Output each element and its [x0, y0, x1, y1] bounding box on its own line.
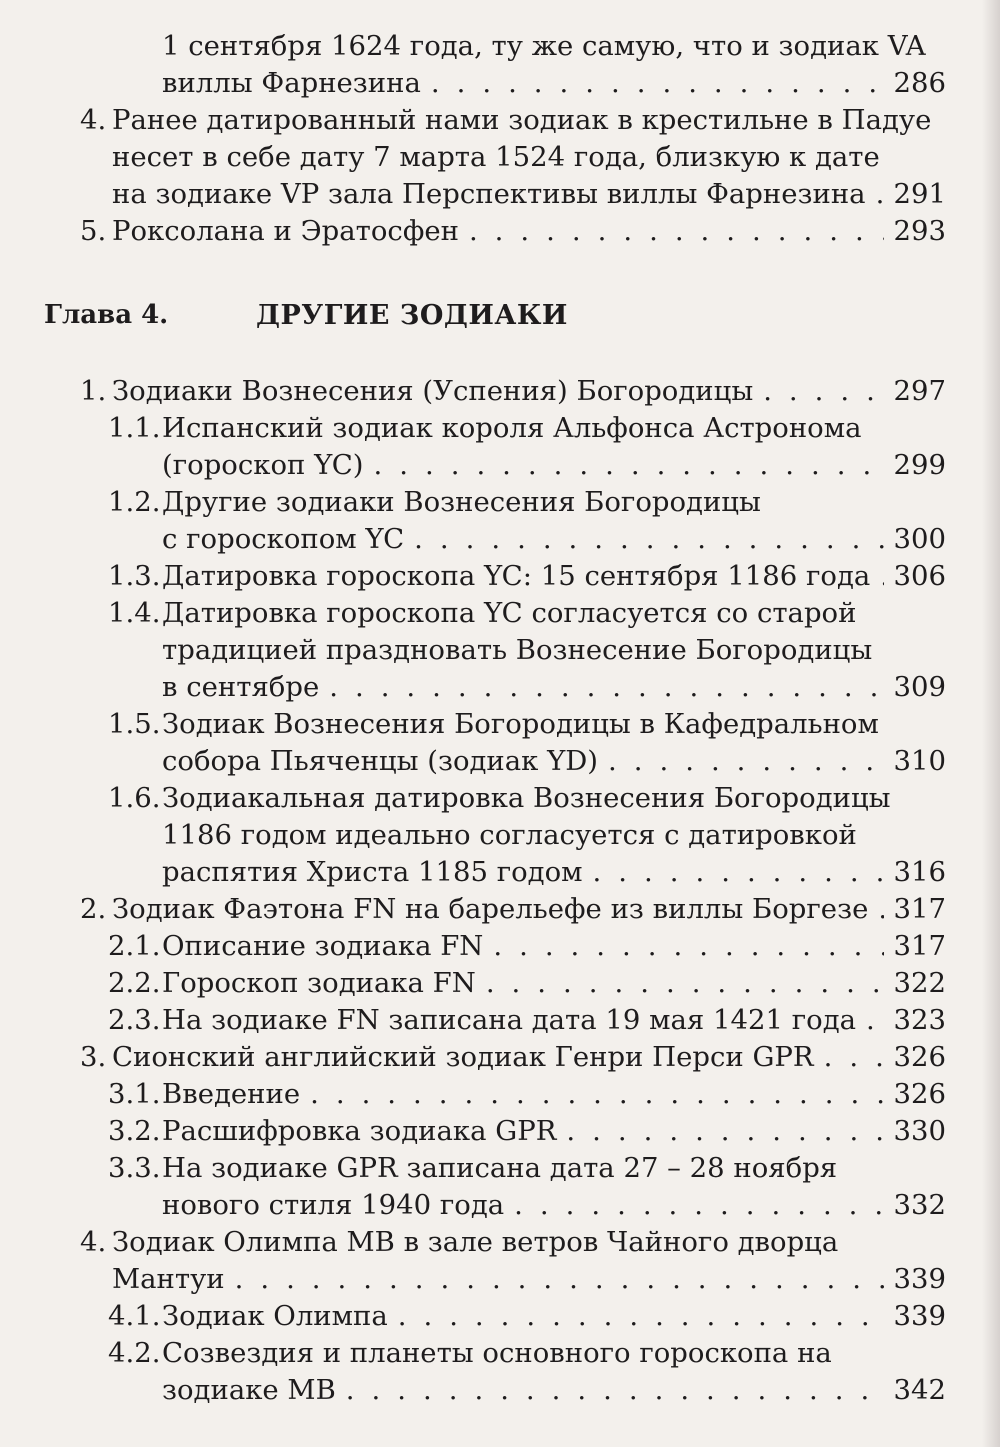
toc-number: 5. [80, 215, 107, 247]
toc-entry-text: Введение [162, 1078, 301, 1110]
leader-dots [608, 743, 884, 780]
toc-entry-s3-1 [162, 1076, 946, 1113]
toc-entry-text: Датировка гороскопа YC согласуется со старой [162, 597, 857, 629]
page-number: 332 [893, 1189, 946, 1221]
leader-dots [514, 1187, 884, 1224]
page-number: 297 [893, 375, 946, 407]
toc-entry-text: На зодиаке GPR записана дата 27 – 28 ноября [162, 1152, 838, 1184]
leader-dots [431, 65, 884, 102]
toc-entry-text: Зодиакальная датировка Вознесения Богородицы [162, 782, 891, 814]
toc-entry-s1-5 [162, 743, 946, 780]
toc-entry-text: (гороскоп YC) [162, 449, 364, 481]
page-number: 322 [893, 967, 946, 999]
toc-number: 3. [80, 1041, 107, 1073]
toc-number: 2.2. [108, 967, 161, 999]
page-number: 293 [893, 215, 946, 247]
page-number: 300 [893, 523, 946, 555]
toc-number: 1.3. [108, 560, 161, 592]
toc-entry-text: Зодиак Вознесения Богородицы в Кафедральном [162, 708, 879, 740]
page-number: 317 [893, 930, 946, 962]
toc-entry-s2-2 [162, 965, 946, 1002]
page-number: 339 [893, 1263, 946, 1295]
leader-dots [866, 1002, 884, 1039]
toc-number: 1.6. [108, 782, 161, 814]
toc-entry-text: на зодиаке VP зала Перспективы виллы Фарнезина [112, 178, 866, 210]
leader-dots [486, 965, 884, 1002]
page-number: 326 [893, 1041, 946, 1073]
toc-entry-text: Ранее датированный нами зодиак в крестильне в Падуе [112, 104, 932, 136]
toc-number: 1.1. [108, 412, 161, 444]
leader-dots [824, 1039, 884, 1076]
toc-entry-s1-2 [162, 521, 946, 558]
page-number: 309 [893, 671, 946, 703]
page-number: 286 [893, 67, 946, 99]
toc-number: 3.2. [108, 1115, 161, 1147]
toc-entry-s3 [112, 1039, 946, 1076]
toc-entry-s4-2 [162, 1372, 946, 1409]
toc-number: 4.2. [108, 1337, 161, 1369]
toc-entry-text: зодиаке MB [162, 1374, 336, 1406]
toc-number: 1. [80, 375, 107, 407]
page-number: 326 [893, 1078, 946, 1110]
toc-entry-text: Гороскоп зодиака FN [162, 967, 476, 999]
page-number: 330 [893, 1115, 946, 1147]
leader-dots [493, 928, 884, 965]
toc-entry-s3-2 [162, 1113, 946, 1150]
toc-entry-s1-6 [162, 854, 946, 891]
toc-entry-text: Мантуи [112, 1263, 225, 1295]
toc-number: 2. [80, 893, 107, 925]
toc-entry-text: Зодиак Фаэтона FN на барельефе из виллы Боргезе [112, 893, 869, 925]
toc-entry-s1 [112, 373, 946, 410]
page-number: 310 [893, 745, 946, 777]
page-number: 299 [893, 449, 946, 481]
page-number: 316 [893, 856, 946, 888]
chapter-label: Глава 4. [44, 300, 169, 330]
toc-entry-text: Роксолана и Эратосфен [112, 215, 459, 247]
page-number: 291 [893, 178, 946, 210]
leader-dots [235, 1261, 884, 1298]
toc-entry-text: традицией праздновать Вознесение Богородицы [162, 634, 873, 666]
leader-dots [398, 1298, 884, 1335]
toc-entry-s3-3 [162, 1187, 946, 1224]
leader-dots [374, 447, 884, 484]
toc-entry-text: Расшифровка зодиака GPR [162, 1115, 557, 1147]
page-number: 323 [893, 1004, 946, 1036]
leader-dots [346, 1372, 884, 1409]
toc-entry-s2-1 [162, 928, 946, 965]
toc-entry-text: Датировка гороскопа YC: 15 сентября 1186 года [162, 560, 871, 592]
leader-dots [329, 669, 884, 706]
toc-entry-text: распятия Христа 1185 годом [162, 856, 583, 888]
toc-entry-text: несет в себе дату 7 марта 1524 года, близкую к дате [112, 141, 880, 173]
leader-dots [876, 176, 884, 213]
toc-entry-text: Другие зодиаки Вознесения Богородицы [162, 486, 761, 518]
toc-number: 2.3. [108, 1004, 161, 1036]
toc-entry-text: Зодиаки Вознесения (Успения) Богородицы [112, 375, 754, 407]
page-number: 306 [893, 560, 946, 592]
toc-number: 1.5. [108, 708, 161, 740]
toc-entry-s1-3 [162, 558, 946, 595]
toc-entry-text: собора Пьяченцы (зодиак YD) [162, 745, 599, 777]
toc-entry-text: Зодиак Олимпа MB в зале ветров Чайного дворца [112, 1226, 839, 1258]
toc-number: 4. [80, 1226, 107, 1258]
toc-entry-item4-last-line [112, 176, 946, 213]
toc-entry-text: Описание зодиака FN [162, 930, 484, 962]
page-number: 339 [893, 1300, 946, 1332]
leader-dots [878, 891, 884, 928]
toc-entry-text: в сентябре [162, 671, 320, 703]
toc-number: 3.3. [108, 1152, 161, 1184]
toc-entry-text: Испанский зодиак короля Альфонса Астронома [162, 412, 862, 444]
toc-number: 4. [80, 104, 107, 136]
leader-dots [566, 1113, 884, 1150]
toc-entry-item5 [112, 213, 946, 250]
toc-entry-s1-4 [162, 669, 946, 706]
toc-entry-carryover-last-line [162, 65, 946, 102]
toc-entry-s1-1 [162, 447, 946, 484]
page-edge-shadow [982, 0, 1000, 1447]
toc-entry-text: Зодиак Олимпа [162, 1300, 388, 1332]
toc-entry-text: с гороскопом YC [162, 523, 405, 555]
leader-dots [414, 521, 884, 558]
toc-entry-carryover [162, 28, 946, 65]
toc-entry-text: 1 сентября 1624 года, ту же самую, что и зодиак VA [162, 30, 926, 62]
toc-entry-text: 1186 годом идеально согласуется с датировкой [162, 819, 857, 851]
toc-entry-s4 [112, 1261, 946, 1298]
leader-dots [763, 373, 884, 410]
toc-entry-text: Созвездия и планеты основного гороскопа на [162, 1337, 832, 1369]
toc-number: 3.1. [108, 1078, 161, 1110]
page-number: 317 [893, 893, 946, 925]
leader-dots [310, 1076, 884, 1113]
leader-dots [469, 213, 884, 250]
toc-entry-text: виллы Фарнезина [162, 67, 421, 99]
toc-entry-s2 [112, 891, 946, 928]
toc-number: 4.1. [108, 1300, 161, 1332]
chapter-title: ДРУГИЕ ЗОДИАКИ [256, 300, 568, 331]
toc-entry-text: Сионский английский зодиак Генри Перси GPR [112, 1041, 814, 1073]
page-number: 342 [893, 1374, 946, 1406]
toc-number: 1.2. [108, 486, 161, 518]
leader-dots [880, 558, 884, 595]
toc-number: 2.1. [108, 930, 161, 962]
toc-entry-text: нового стиля 1940 года [162, 1189, 505, 1221]
toc-entry-text: На зодиаке FN записана дата 19 мая 1421 года [162, 1004, 857, 1036]
leader-dots [593, 854, 884, 891]
toc-entry-s2-3 [162, 1002, 946, 1039]
toc-entry-s4-1 [162, 1298, 946, 1335]
toc-number: 1.4. [108, 597, 161, 629]
